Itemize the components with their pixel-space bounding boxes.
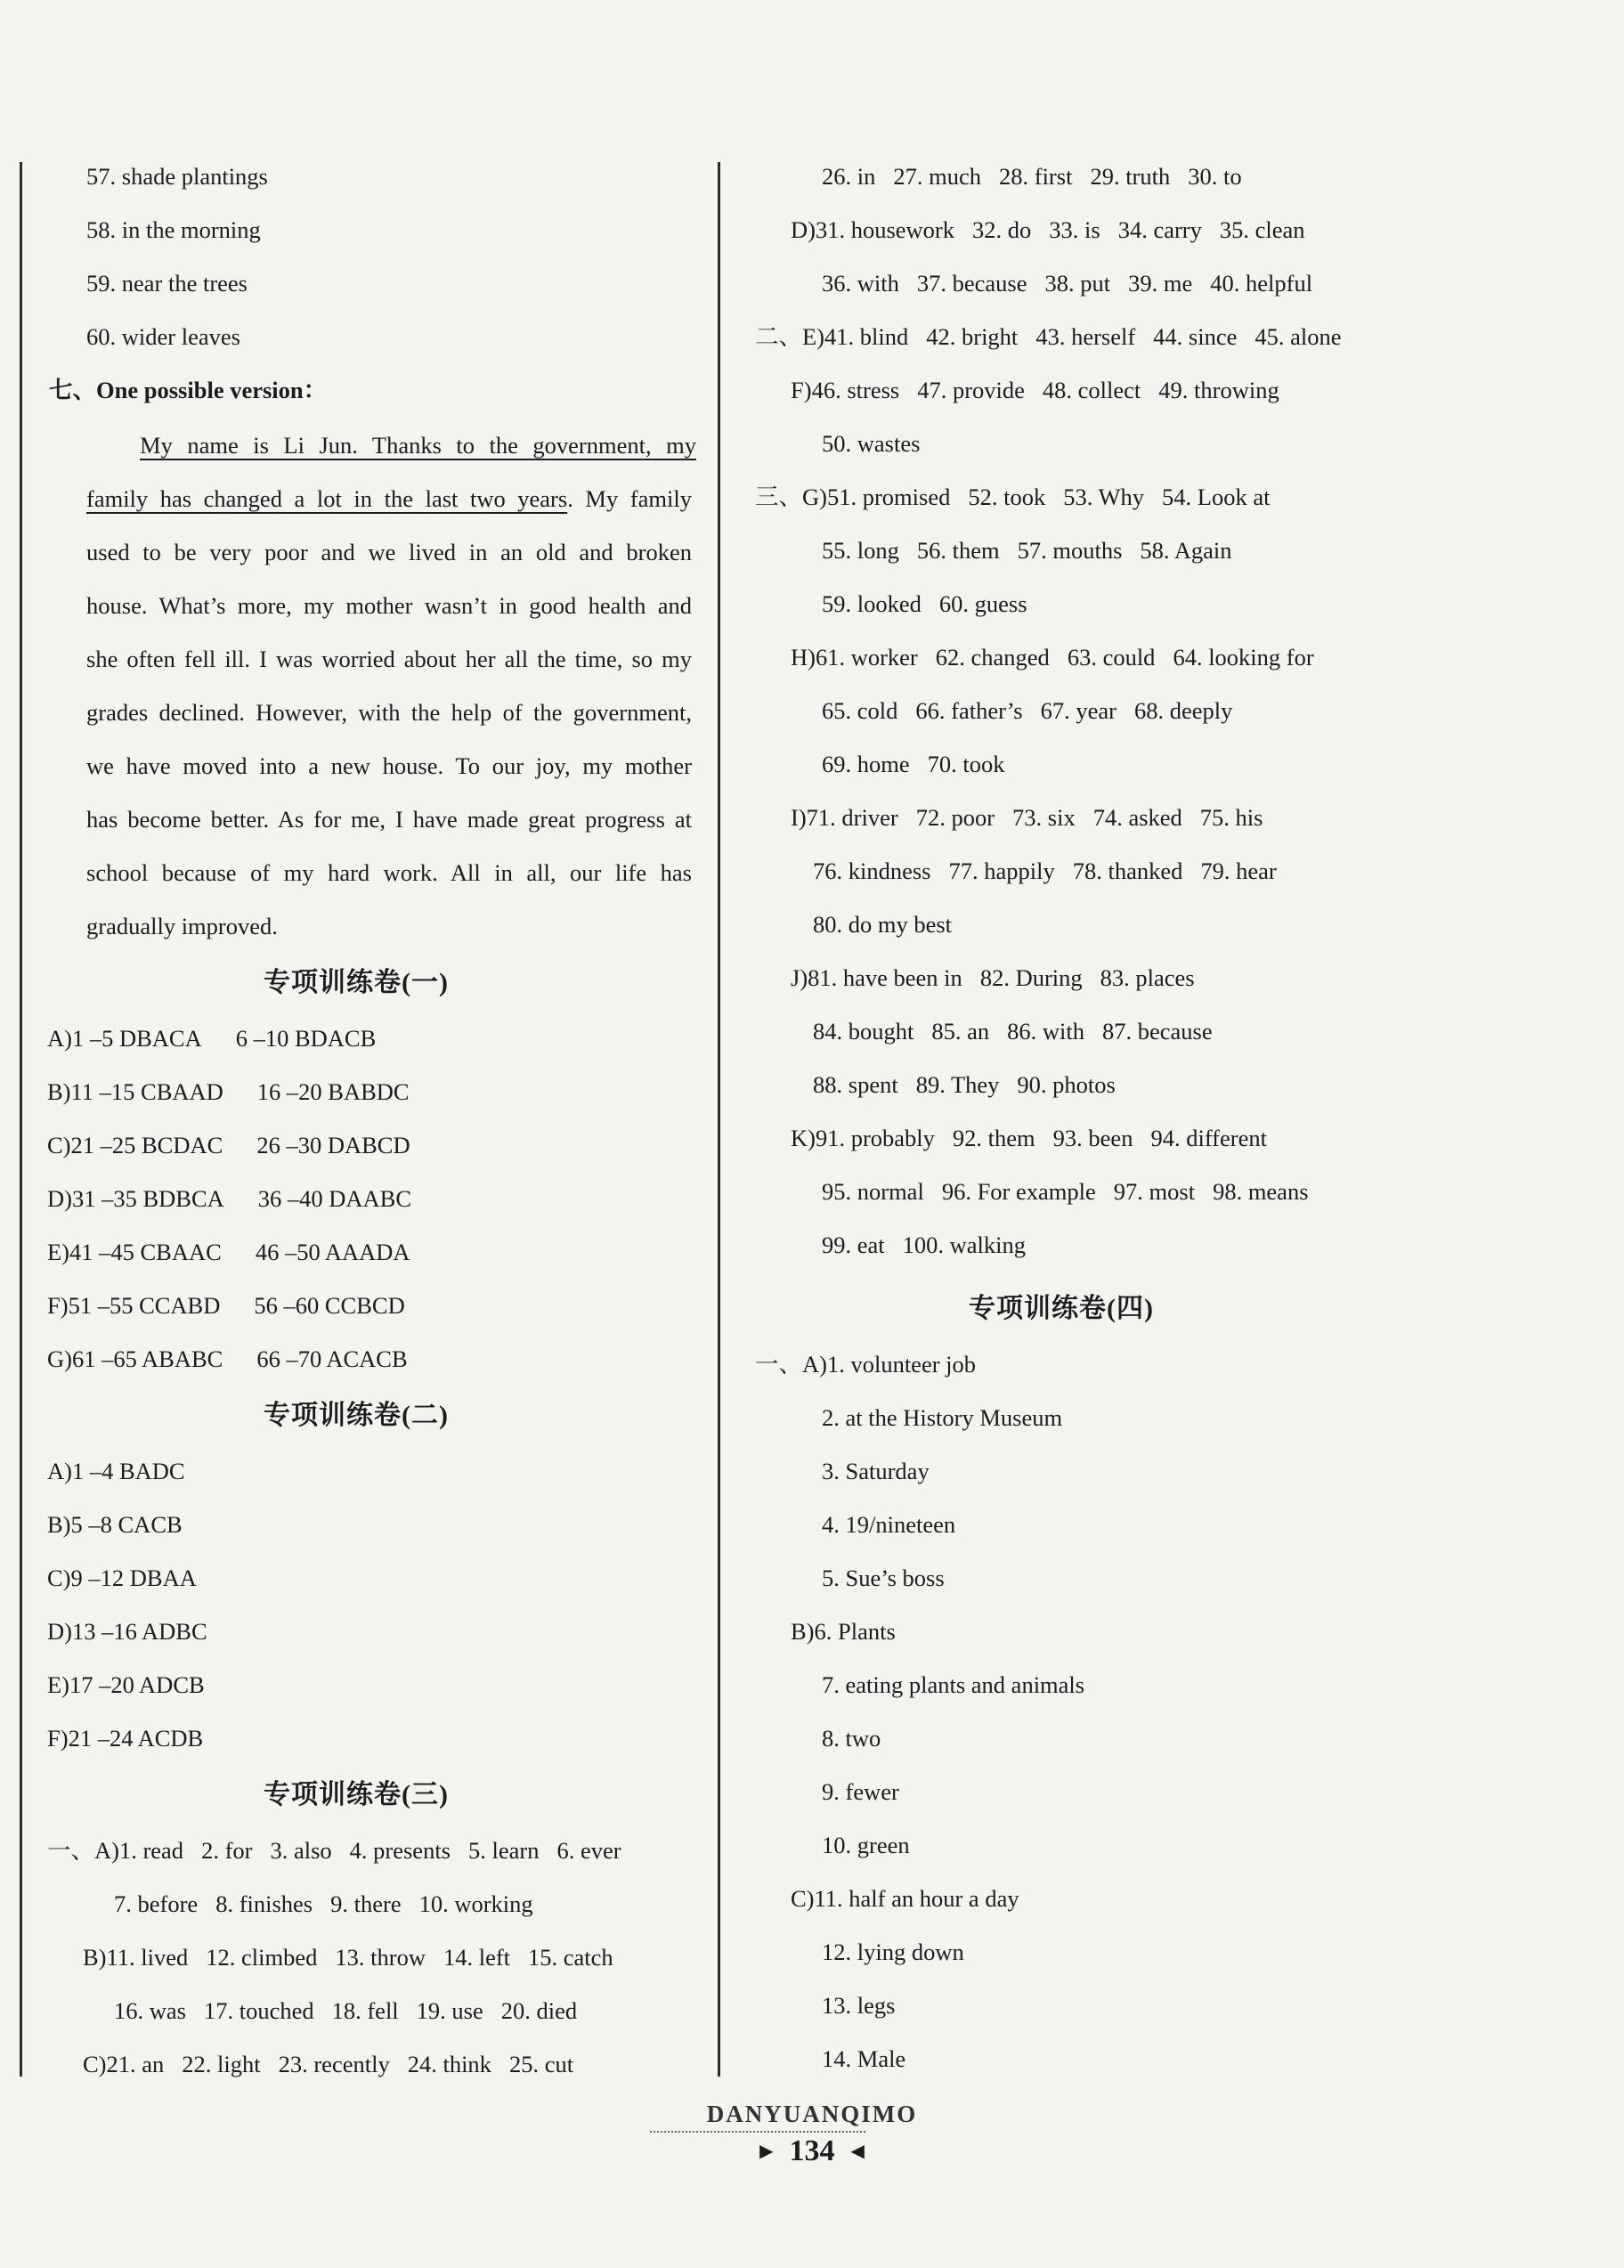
answers-31-35: D)31. housework 32. do 33. is 34. carry 35. clean	[791, 216, 1305, 243]
triangle-left-icon: ◀	[850, 2142, 865, 2161]
paper-4-line-11: C)11. half an hour a day	[791, 1885, 1019, 1912]
essay-line-3: used to be very poor and we lived in an old and broken	[86, 539, 692, 565]
essay-line-2-rest: . My family	[567, 485, 692, 512]
paper-4-line-7: 7. eating plants and animals	[822, 1671, 1085, 1698]
left-margin-rule	[20, 162, 22, 2077]
paper-4-line-6: B)6. Plants	[791, 1618, 896, 1645]
paper-4-line-10: 10. green	[822, 1832, 910, 1858]
essay-line-5: she often fell ill. I was worried about her all the time, so my	[86, 646, 692, 672]
paper-4-line-3: 3. Saturday	[822, 1458, 930, 1484]
section-7-heading: 七、One possible version：	[49, 377, 328, 403]
answers-81-83: J)81. have been in 82. During 83. places	[791, 964, 1195, 991]
answers-65-68: 65. cold 66. father’s 67. year 68. deeply	[822, 697, 1233, 724]
answers-76-79: 76. kindness 77. happily 78. thanked 79. hear	[813, 858, 1277, 884]
column-divider	[718, 162, 720, 2077]
answers-26-30: 26. in 27. much 28. first 29. truth 30. to	[822, 163, 1242, 190]
paper-2-row-e: E)17 –20 ADCB	[47, 1671, 205, 1698]
paper-3-line-5: C)21. an 22. light 23. recently 24. think 25. cut	[83, 2051, 574, 2077]
paper-4-line-1: 一、A)1. volunteer job	[755, 1351, 977, 1378]
paper-2-row-a: A)1 –4 BADC	[47, 1458, 185, 1484]
answer-80: 80. do my best	[813, 911, 953, 938]
answers-59-60: 59. looked 60. guess	[822, 590, 1027, 617]
essay-line-7: we have moved into a new house. To our joy, my mother	[86, 752, 692, 779]
answers-41-45: 二、E)41. blind 42. bright 43. herself 44. since 45. alone	[755, 323, 1342, 350]
essay-underlined-2: family has changed a lot in the last two years	[86, 485, 568, 512]
essay-line-6: grades declined. However, with the help of the government,	[86, 699, 692, 726]
paper-3-line-3: B)11. lived 12. climbed 13. throw 14. left 15. catch	[83, 1944, 613, 1971]
page-number-block	[0, 2134, 1624, 2169]
paper-3-title: 专项训练卷(三)	[264, 1780, 449, 1809]
footer-dotted-rule	[650, 2131, 865, 2133]
answers-46-49: F)46. stress 47. provide 48. collect 49. throwing	[791, 377, 1279, 403]
paper-1-row-a: A)1 –5 DBACA 6 –10 BDACB	[47, 1025, 377, 1052]
paper-4-line-12: 12. lying down	[822, 1939, 964, 1965]
paper-1-title: 专项训练卷(一)	[264, 968, 449, 997]
paper-4-line-5: 5. Sue’s boss	[822, 1565, 945, 1591]
paper-1-row-d: D)31 –35 BDBCA 36 –40 DAABC	[47, 1185, 412, 1212]
paper-2-row-b: B)5 –8 CACB	[47, 1511, 183, 1538]
paper-3-line-2: 7. before 8. finishes 9. there 10. working	[114, 1890, 533, 1917]
paper-3-line-4: 16. was 17. touched 18. fell 19. use 20. died	[114, 1997, 578, 2024]
paper-4-line-4: 4. 19/nineteen	[822, 1511, 956, 1538]
paper-4-title: 专项训练卷(四)	[969, 1294, 1154, 1323]
essay-line-10: gradually improved.	[86, 913, 278, 939]
paper-4-line-13: 13. legs	[822, 1992, 896, 2019]
answers-69-70: 69. home 70. took	[822, 751, 1005, 777]
paper-2-title: 专项训练卷(二)	[264, 1401, 449, 1430]
answers-71-75: I)71. driver 72. poor 73. six 74. asked 75. his	[791, 804, 1263, 831]
answer-57: 57. shade plantings	[86, 163, 268, 190]
paper-2-row-d: D)13 –16 ADBC	[47, 1618, 207, 1645]
essay-line-8: has become better. As for me, I have made great progress at	[86, 806, 692, 833]
paper-2-row-c: C)9 –12 DBAA	[47, 1565, 197, 1591]
answer-60: 60. wider leaves	[86, 323, 240, 350]
paper-1-row-g: G)61 –65 ABABC 66 –70 ACACB	[47, 1345, 408, 1372]
answer-59: 59. near the trees	[86, 270, 248, 297]
page-number: 134	[789, 2134, 835, 2167]
essay-underlined-1: My name is Li Jun. Thanks to the government, my	[140, 432, 696, 459]
paper-1-row-f: F)51 –55 CCABD 56 –60 CCBCD	[47, 1292, 405, 1319]
answers-91-94: K)91. probably 92. them 93. been 94. different	[791, 1125, 1267, 1151]
answers-99-100: 99. eat 100. walking	[822, 1232, 1027, 1258]
paper-2-row-f: F)21 –24 ACDB	[47, 1725, 204, 1752]
paper-4-line-9: 9. fewer	[822, 1778, 899, 1805]
answers-55-58: 55. long 56. them 57. mouths 58. Again	[822, 537, 1232, 564]
paper-1-row-b: B)11 –15 CBAAD 16 –20 BABDC	[47, 1078, 410, 1105]
paper-4-line-8: 8. two	[822, 1725, 881, 1752]
answers-61-64: H)61. worker 62. changed 63. could 64. looking for	[791, 644, 1314, 671]
answers-51-54: 三、G)51. promised 52. took 53. Why 54. Look at	[755, 484, 1271, 510]
answers-88-90: 88. spent 89. They 90. photos	[813, 1071, 1116, 1098]
essay-line-9: school because of my hard work. All in all, our life has	[86, 859, 692, 886]
paper-1-row-e: E)41 –45 CBAAC 46 –50 AAADA	[47, 1239, 410, 1265]
footer-brand: DANYUANQIMO	[706, 2101, 918, 2127]
triangle-right-icon: ▶	[759, 2142, 774, 2161]
answer-50: 50. wastes	[822, 430, 921, 457]
answers-84-87: 84. bought 85. an 86. with 87. because	[813, 1018, 1213, 1045]
paper-4-line-14: 14. Male	[822, 2045, 906, 2072]
essay-line-2	[86, 472, 692, 525]
answer-58: 58. in the morning	[86, 216, 261, 243]
answers-36-40: 36. with 37. because 38. put 39. me 40. helpful	[822, 270, 1313, 297]
paper-1-row-c: C)21 –25 BCDAC 26 –30 DABCD	[47, 1132, 410, 1158]
paper-3-line-1: 一、A)1. read 2. for 3. also 4. presents 5. learn 6. ever	[47, 1837, 621, 1864]
paper-4-line-2: 2. at the History Museum	[822, 1404, 1063, 1431]
answers-95-98: 95. normal 96. For example 97. most 98. means	[822, 1178, 1309, 1205]
essay-line-4: house. What’s more, my mother wasn’t in good health and	[86, 592, 692, 619]
essay-line-1	[86, 419, 696, 472]
